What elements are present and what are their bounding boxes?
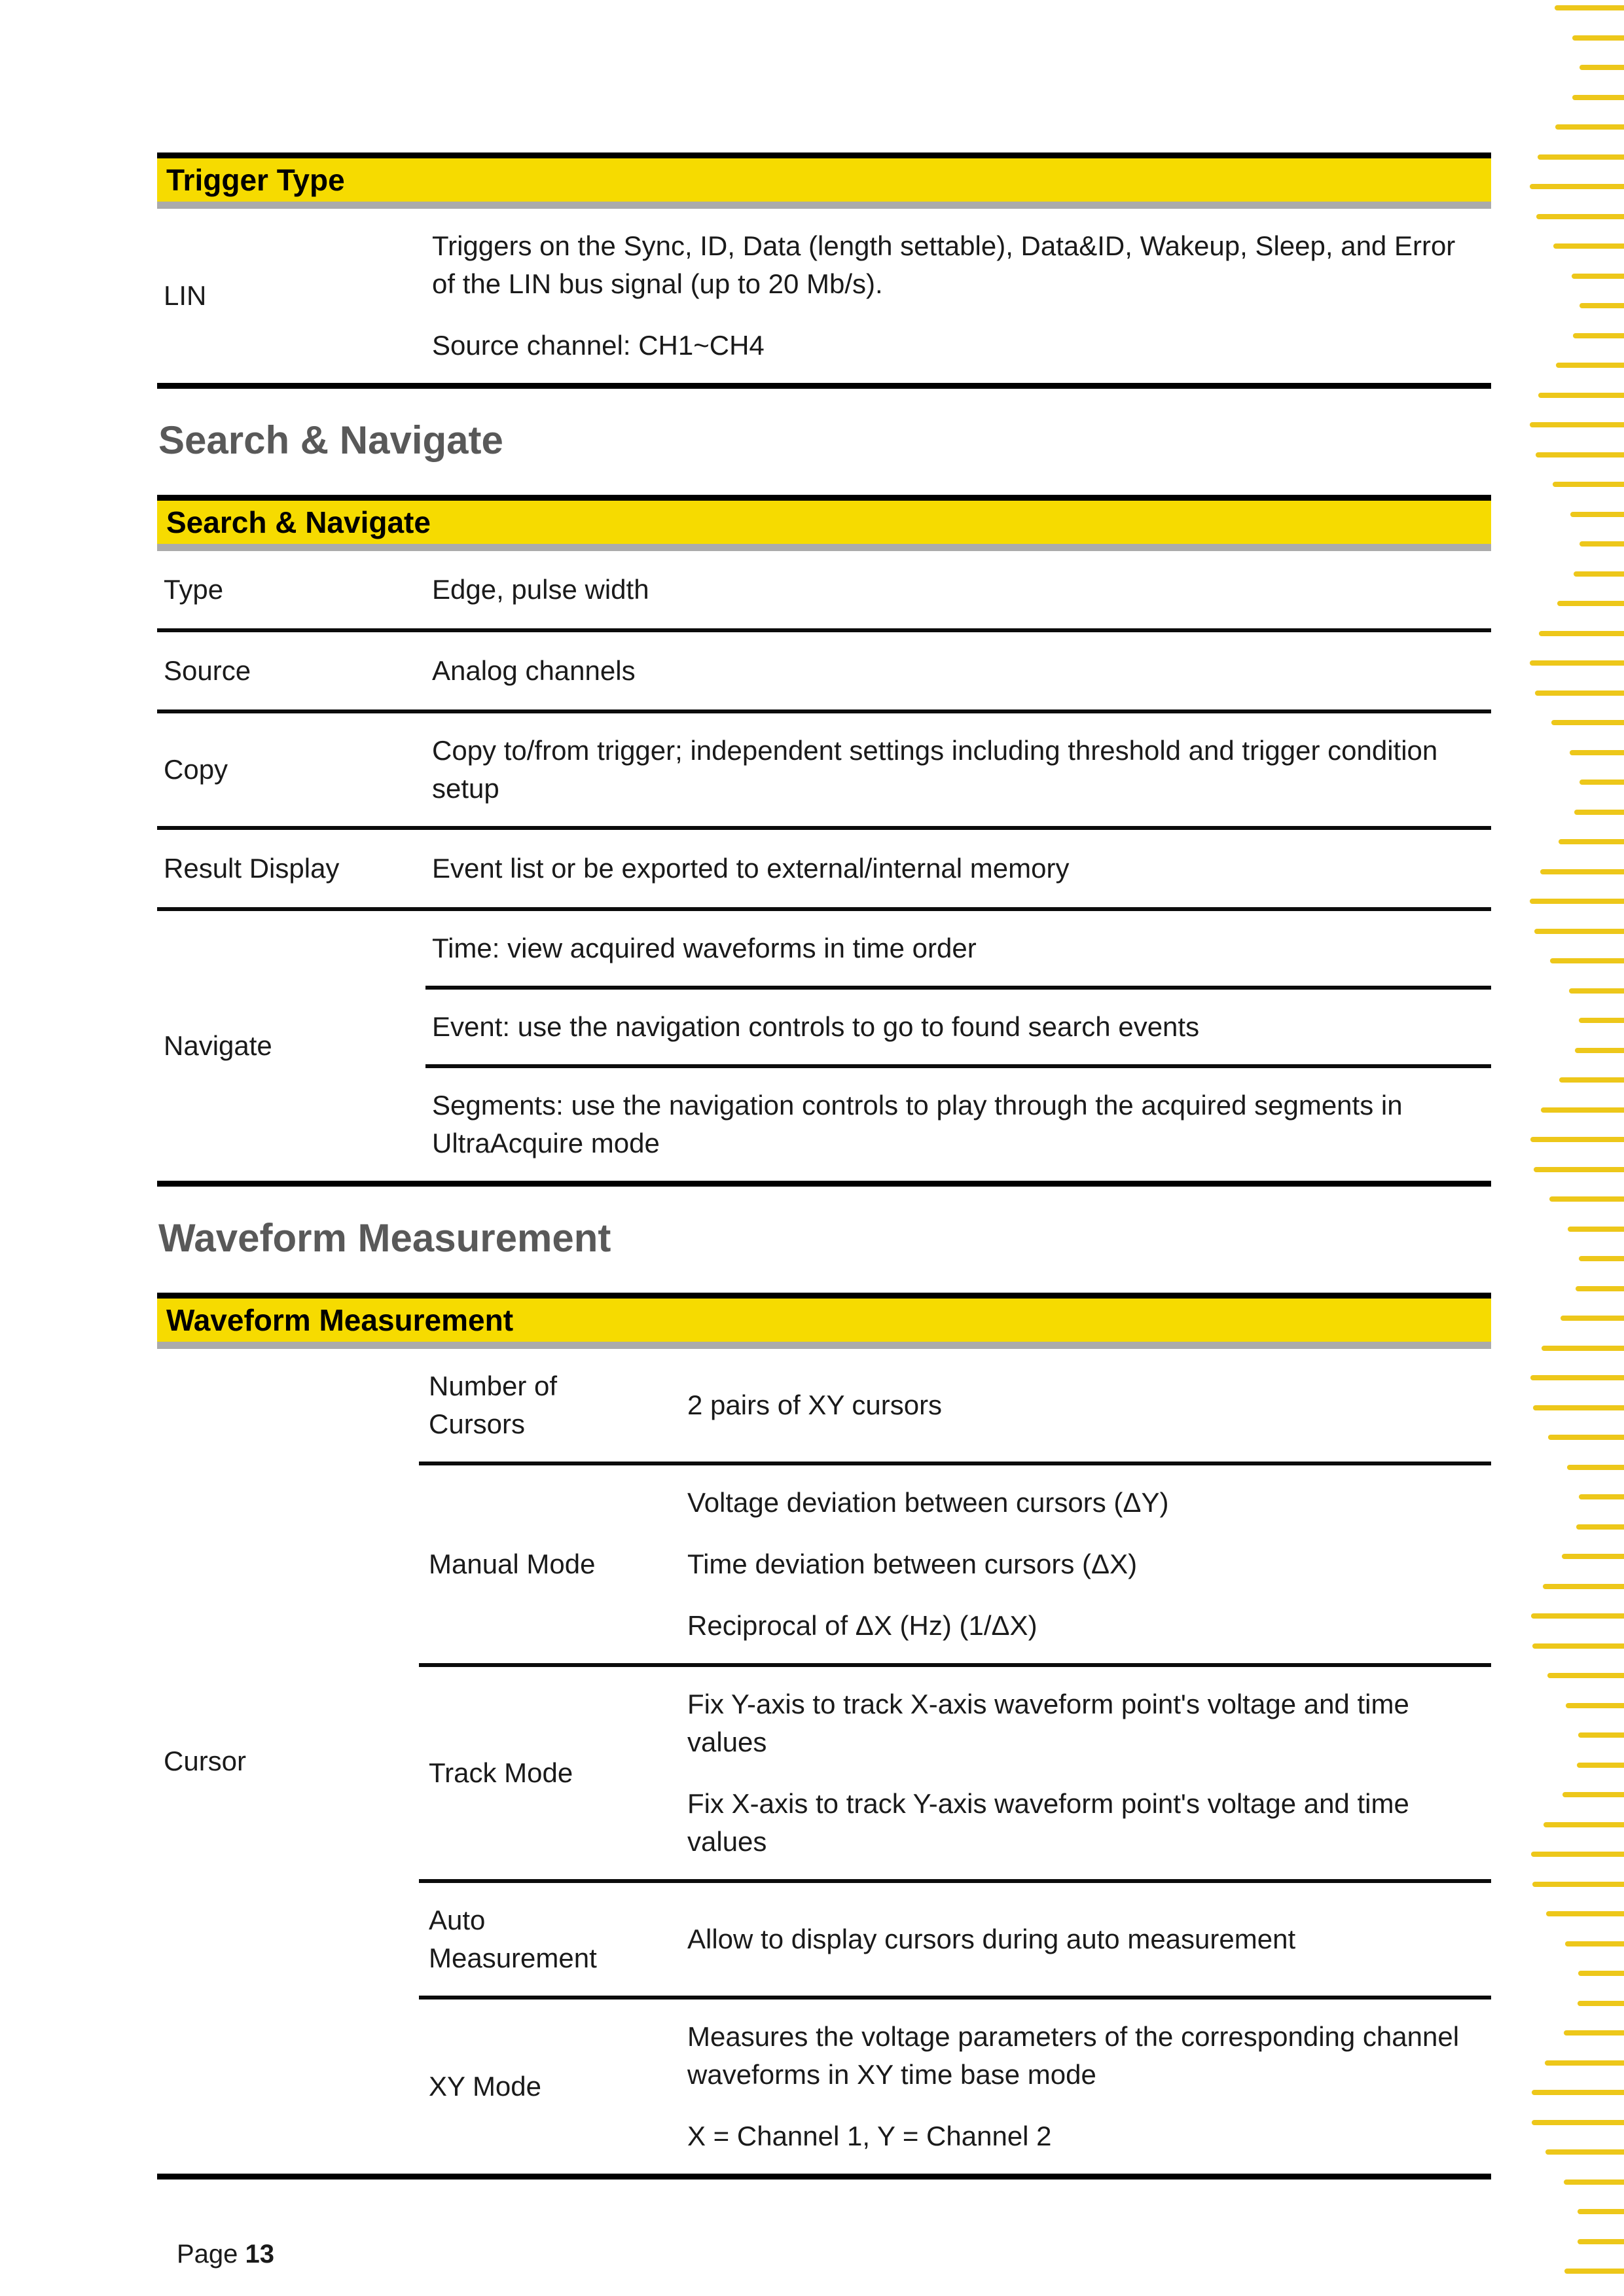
edge-dash (1578, 2239, 1624, 2244)
edge-dash (1539, 631, 1624, 636)
edge-dash (1561, 1316, 1624, 1321)
table-row-navigate (157, 907, 1491, 1181)
edge-dash (1535, 691, 1624, 696)
row-label: Source (164, 655, 251, 686)
edge-dash (1559, 1077, 1624, 1083)
cursor-group-row (157, 1349, 1491, 2174)
row-value: Edge, pulse width (432, 574, 649, 605)
subrow-paragraph: X = Channel 1, Y = Channel 2 (687, 2121, 1052, 2151)
edge-dash (1548, 1435, 1624, 1440)
edge-dash (1534, 929, 1624, 934)
subrow-value: Time: view acquired waveforms in time order (432, 933, 977, 963)
edge-dash (1542, 1346, 1624, 1351)
navigate-subrow (425, 1064, 1491, 1181)
navigate-subrow (425, 911, 1491, 986)
edge-dash (1562, 1792, 1624, 1797)
edge-dash (1549, 1196, 1624, 1202)
edge-dash (1533, 1405, 1624, 1410)
edge-dash (1578, 2001, 1624, 2006)
subrow-value (681, 1465, 1491, 1663)
subrow-label: Auto Measurement (429, 1905, 597, 1973)
edge-dash (1576, 1286, 1624, 1291)
edge-dash (1532, 1643, 1624, 1649)
subrow-label: Manual Mode (429, 1549, 596, 1579)
subrow-paragraph: Fix Y-axis to track X-axis waveform point's voltage and time values (687, 1689, 1409, 1757)
section-heading-search-navigate: Search & Navigate (158, 418, 503, 462)
edge-dash (1576, 1524, 1624, 1530)
edge-dash (1578, 2209, 1624, 2214)
edge-dash (1530, 1137, 1624, 1142)
trigger-type-table-header (157, 158, 1491, 209)
edge-dash (1579, 541, 1624, 547)
edge-dash (1559, 839, 1624, 844)
row-value: Analog channels (432, 655, 636, 686)
subrow-value: Segments: use the navigation controls to play through the acquired segments in UltraAcquire mode (432, 1090, 1403, 1158)
edge-dash (1530, 1375, 1624, 1380)
edge-dash (1566, 1703, 1624, 1708)
edge-dash (1579, 1494, 1624, 1499)
subrow-paragraph: Allow to display cursors during auto measurement (687, 1924, 1296, 1954)
edge-dash (1547, 1673, 1624, 1678)
subrow-value (681, 2000, 1491, 2174)
edge-dash (1567, 1465, 1624, 1470)
trigger-type-table-title: Trigger Type (166, 163, 345, 197)
subrow-paragraph: Measures the voltage parameters of the corresponding channel waveforms in XY time base mode (687, 2021, 1460, 2090)
edge-dash (1569, 988, 1624, 994)
row-value-paragraph: Triggers on the Sync, ID, Data (length settable), Data&ID, Wakeup, Sleep, and Error of the LIN bus signal (up to 20 Mb/s). (432, 230, 1456, 299)
edge-dash (1531, 1852, 1624, 1857)
edge-dash (1543, 1584, 1624, 1589)
edge-dash (1532, 2090, 1624, 2095)
search-navigate-table-header (157, 501, 1491, 551)
edge-dash (1536, 214, 1624, 219)
page-footer-number: 13 (245, 2240, 275, 2269)
edge-dash (1565, 1941, 1624, 1946)
edge-dash (1572, 274, 1624, 279)
edge-dash (1551, 720, 1624, 725)
row-label: Copy (164, 754, 228, 785)
navigate-subrows (425, 911, 1491, 1181)
edge-dash (1564, 2269, 1624, 2274)
subrow-label: Number of Cursors (429, 1371, 558, 1439)
edge-dash (1532, 1882, 1624, 1887)
table-row (157, 628, 1491, 709)
edge-dash (1578, 1732, 1624, 1738)
edge-dash (1532, 2120, 1624, 2125)
edge-dash (1572, 95, 1624, 100)
edge-dash (1579, 780, 1624, 785)
search-navigate-table-title: Search & Navigate (166, 505, 431, 539)
edge-dash (1564, 2030, 1624, 2036)
subrow-paragraph: Time deviation between cursors (ΔX) (687, 1549, 1138, 1579)
edge-dash (1534, 1167, 1624, 1172)
group-label: Cursor (164, 1746, 247, 1776)
page-footer-label: Page (177, 2240, 238, 2269)
subrow-paragraph: 2 pairs of XY cursors (687, 1390, 943, 1420)
edge-dash (1562, 1554, 1624, 1559)
edge-dash (1572, 35, 1624, 41)
table-row (157, 709, 1491, 826)
search-navigate-table (157, 495, 1491, 1187)
edge-dash (1573, 333, 1624, 338)
table-row (157, 209, 1491, 383)
edge-dash (1530, 184, 1624, 189)
edge-dash (1545, 2149, 1624, 2155)
edge-dash (1579, 1018, 1624, 1023)
edge-dash (1550, 958, 1624, 963)
subrow-value (681, 1902, 1491, 1977)
edge-dash (1568, 1227, 1624, 1232)
cursor-subrow (419, 1663, 1491, 1879)
subrow-label: XY Mode (429, 2071, 541, 2102)
edge-dash (1579, 65, 1624, 70)
cursor-subrow (419, 1349, 1491, 1462)
subrow-value (681, 1667, 1491, 1879)
edge-dash (1574, 571, 1624, 577)
page-content (157, 0, 1491, 2269)
edge-dash (1556, 363, 1624, 368)
row-label: Type (164, 574, 224, 605)
page-footer (177, 2240, 1491, 2269)
trigger-type-table (157, 152, 1491, 389)
cursor-subrows (419, 1349, 1491, 2174)
row-value-paragraph: Source channel: CH1~CH4 (432, 330, 765, 361)
edge-dash (1555, 124, 1624, 130)
subrow-paragraph: Fix X-axis to track Y-axis waveform point's voltage and time values (687, 1788, 1409, 1857)
row-value: Copy to/from trigger; independent settings including threshold and trigger condition setup (432, 735, 1438, 804)
subrow-label: Track Mode (429, 1757, 573, 1788)
edge-dash (1543, 1822, 1624, 1827)
cursor-subrow (419, 1996, 1491, 2174)
edge-dash (1553, 243, 1624, 249)
edge-dash (1579, 303, 1624, 308)
subrow-value (681, 1368, 1491, 1443)
edge-dash (1570, 512, 1624, 517)
edge-dash (1530, 899, 1624, 904)
table-row (157, 551, 1491, 628)
waveform-measurement-table (157, 1293, 1491, 2179)
edge-dash (1578, 1971, 1624, 1976)
edge-dash (1557, 601, 1624, 606)
edge-dash (1541, 1107, 1624, 1113)
edge-dash (1570, 750, 1624, 755)
edge-dash (1530, 660, 1624, 666)
subrow-paragraph: Voltage deviation between cursors (ΔY) (687, 1487, 1169, 1518)
edge-dash (1579, 1256, 1624, 1261)
edge-dash (1545, 2060, 1624, 2066)
subrow-value: Event: use the navigation controls to go to found search events (432, 1011, 1200, 1042)
table-row (157, 826, 1491, 907)
row-label: LIN (164, 280, 207, 311)
edge-dash (1530, 422, 1624, 427)
edge-dash (1546, 1911, 1624, 1916)
subrow-paragraph: Reciprocal of ΔX (Hz) (1/ΔX) (687, 1610, 1038, 1641)
row-label: Navigate (164, 1030, 272, 1061)
row-value (425, 209, 1491, 383)
edge-dash (1577, 1763, 1624, 1768)
edge-dash (1540, 869, 1624, 874)
edge-dash (1564, 2179, 1624, 2185)
edge-dash (1555, 5, 1624, 10)
edge-dash (1575, 1048, 1624, 1053)
edge-dash (1574, 810, 1624, 815)
edge-dash (1531, 1613, 1624, 1619)
edge-dash (1553, 482, 1624, 487)
section-heading-waveform-measurement: Waveform Measurement (158, 1216, 611, 1260)
cursor-subrow (419, 1879, 1491, 1996)
row-label: Result Display (164, 853, 340, 884)
waveform-measurement-table-title: Waveform Measurement (166, 1303, 514, 1337)
navigate-subrow (425, 986, 1491, 1064)
edge-dash (1538, 393, 1624, 398)
edge-dash (1538, 154, 1624, 160)
waveform-measurement-table-header (157, 1299, 1491, 1349)
edge-dash (1536, 452, 1624, 457)
row-value: Event list or be exported to external/internal memory (432, 853, 1070, 884)
cursor-subrow (419, 1462, 1491, 1663)
